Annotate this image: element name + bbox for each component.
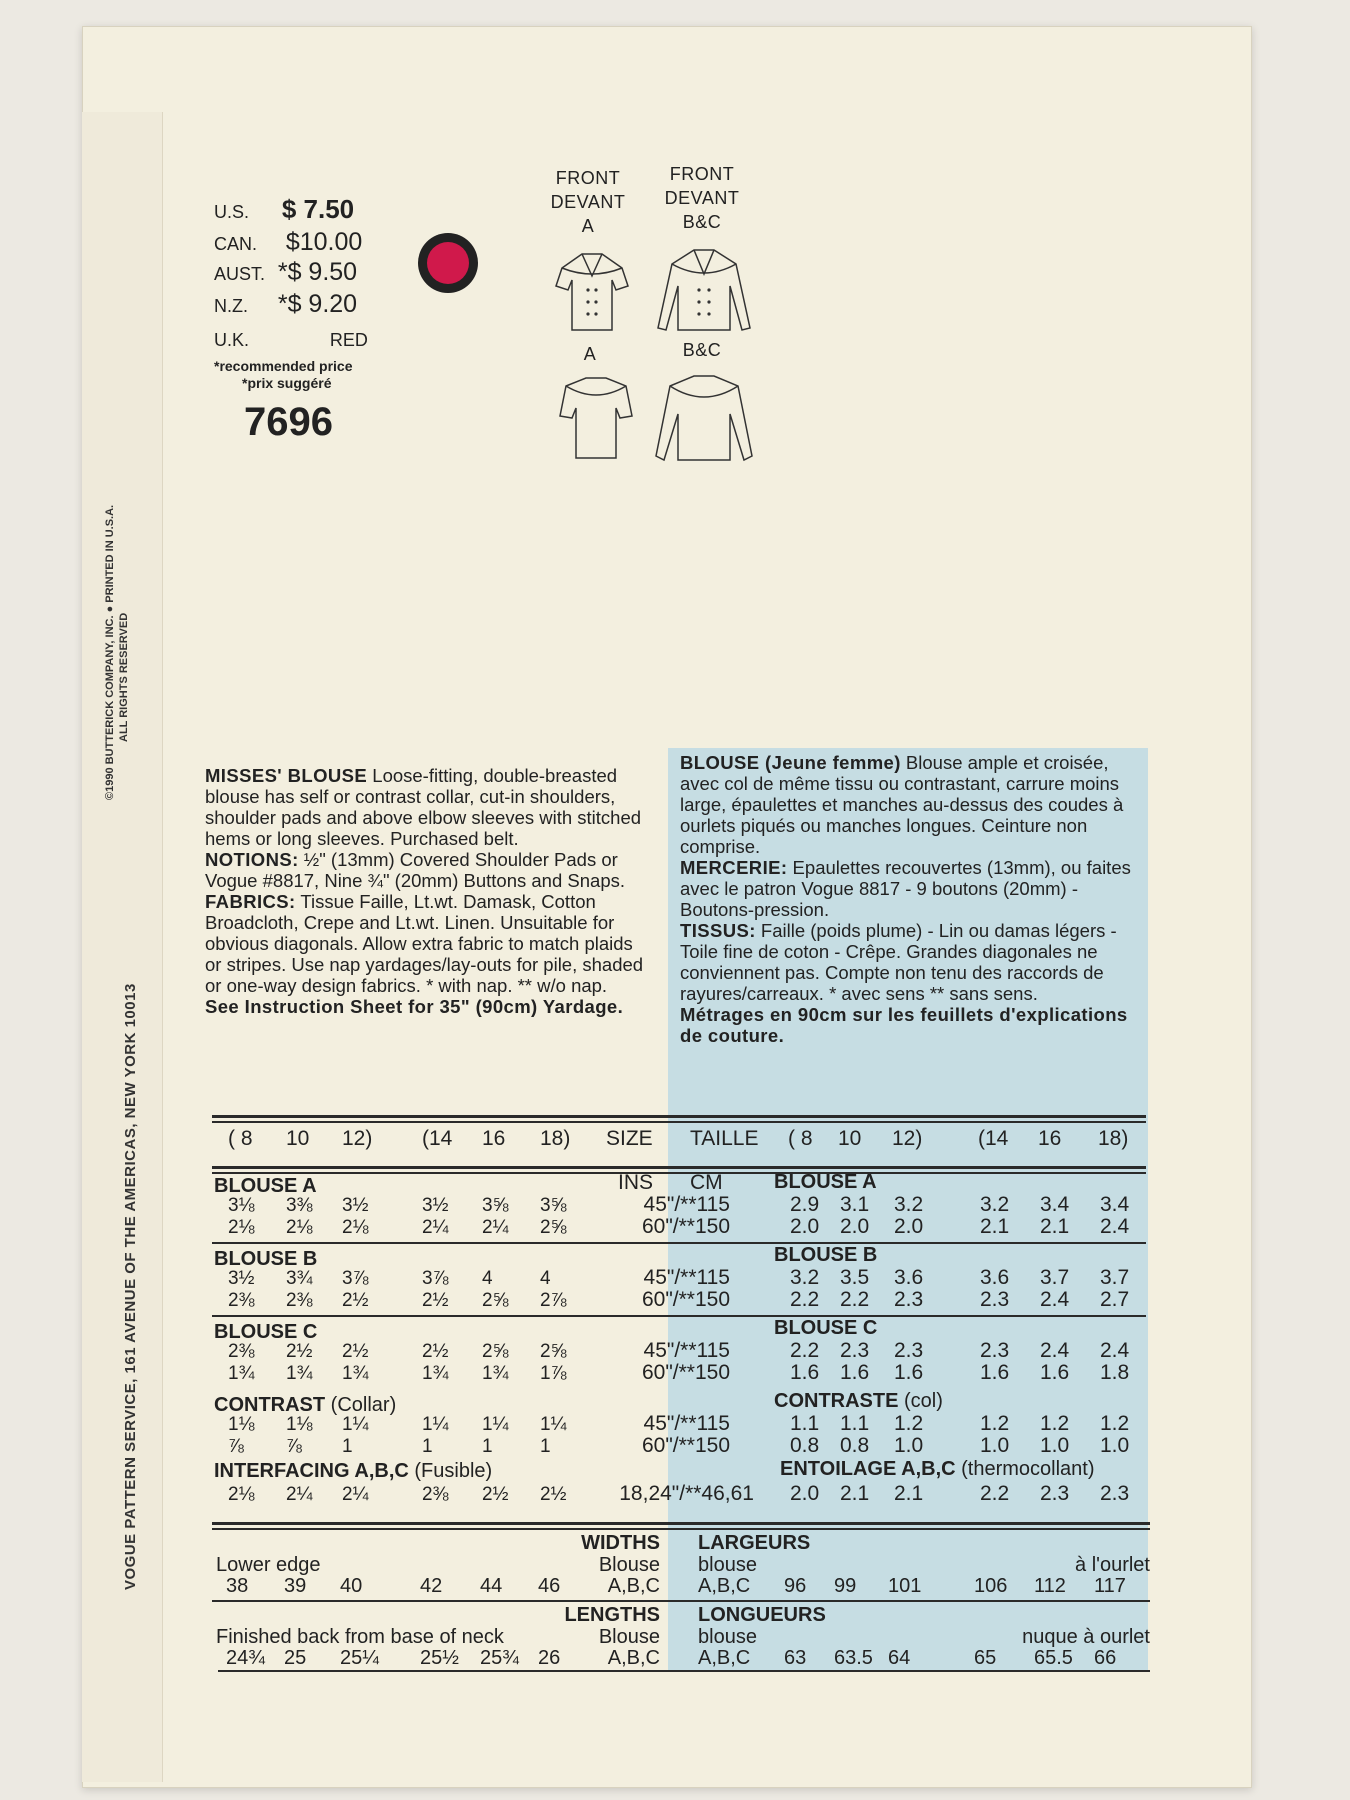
metric-yardage-cell: 1.1: [840, 1412, 870, 1435]
taille-header: TAILLE: [690, 1127, 759, 1150]
metric-yardage-cell: 2.7: [1100, 1288, 1130, 1311]
widths-top-rule: [212, 1522, 1150, 1525]
us-yardage-cell: 1⅛: [286, 1414, 313, 1435]
interfacing-metric-cell: 2.3: [1040, 1482, 1070, 1505]
section-label-fr: BLOUSE A: [774, 1171, 877, 1193]
lengths-metric-cell: 65.5: [1034, 1647, 1073, 1669]
section-label-fr: BLOUSE C: [774, 1317, 878, 1339]
us-yardage-cell: 1¼: [540, 1414, 567, 1435]
fabric-width-cell: 45"/**115: [643, 1412, 730, 1435]
us-yardage-cell: ⅞: [286, 1436, 302, 1457]
back-view-bc-label: B&C: [682, 340, 722, 360]
us-yardage-cell: 2⅛: [342, 1217, 369, 1238]
section-label-en: BLOUSE B: [214, 1248, 318, 1270]
tissus-label: TISSUS:: [680, 920, 756, 941]
fabric-width-cell: 45"/**115: [643, 1193, 730, 1216]
lengths-us-cell: 25¾: [480, 1647, 519, 1669]
copyright-line: ©1990 BUTTERICK COMPANY, INC. ● PRINTED IN U.S.A.: [104, 504, 116, 800]
size-header: SIZE: [606, 1127, 653, 1150]
metric-yardage-cell: 0.8: [790, 1434, 820, 1457]
view-bc-letters: B&C: [682, 212, 722, 232]
us-size-header: (14: [422, 1127, 453, 1150]
cm-header: CM: [690, 1171, 723, 1194]
metric-yardage-cell: 2.9: [790, 1193, 820, 1216]
ins-header: INS: [618, 1171, 654, 1194]
metric-yardage-cell: 2.2: [790, 1288, 820, 1311]
price-can-value: $10.00: [285, 228, 363, 256]
us-yardage-cell: 1: [422, 1436, 433, 1457]
interfacing-metric-cell: 2.1: [840, 1482, 870, 1505]
table-top-rule: [212, 1115, 1146, 1118]
metric-size-header: (14: [978, 1127, 1009, 1150]
metric-yardage-cell: 3.1: [840, 1193, 870, 1216]
lengths-us-cell: 25: [284, 1647, 307, 1669]
fabrics-label: FABRICS:: [205, 891, 296, 912]
section-label-en: BLOUSE A: [214, 1175, 317, 1197]
metric-yardage-cell: 2.4: [1040, 1339, 1070, 1362]
lengths-label-en: Finished back from base of neck: [216, 1626, 504, 1648]
us-yardage-cell: 3⅝: [540, 1195, 567, 1216]
price-uk-label: U.K.: [214, 330, 250, 350]
metric-yardage-cell: 1.0: [894, 1434, 924, 1457]
us-yardage-cell: 2½: [286, 1341, 313, 1362]
us-size-header: 10: [286, 1127, 310, 1150]
metric-yardage-cell: 3.6: [894, 1266, 924, 1289]
section-rule: [212, 1315, 1146, 1317]
lengths-rule: [212, 1600, 1150, 1602]
fabrics-text: Tissue Faille, Lt.wt. Damask, Cotton Broadcloth, Crepe and Lt.wt. Linen. Unsuitable for obvious diagonals. Allow extra fabric to match plaids or stripes. Use nap yardages/lay-outs for pile, shaded or one-way design fabrics. * with nap. ** w/o nap.: [205, 891, 644, 996]
metric-yardage-cell: 2.4: [1040, 1288, 1070, 1311]
header-bottom-rule-thin: [212, 1172, 1146, 1174]
section-label-en: CONTRAST (Collar): [214, 1394, 397, 1416]
us-yardage-cell: 2⅝: [482, 1341, 509, 1362]
us-size-header: 12): [342, 1127, 373, 1150]
metric-yardage-cell: 2.3: [840, 1339, 870, 1362]
tissus-text: Faille (poids plume) - Lin ou damas légers - Toile fine de coton - Crêpe. Grandes diagonales ne conviennent pas. Compte non tenu des raccords de rayures/carreaux. * avec sens ** sans sens.: [680, 920, 1117, 1004]
us-yardage-cell: 3⅞: [342, 1268, 369, 1289]
interfacing-metric-cell: 2.2: [980, 1482, 1010, 1505]
metric-yardage-cell: 1.0: [980, 1434, 1010, 1457]
front-bc-word: FRONT: [669, 164, 735, 184]
interfacing-us-cell: 2⅛: [228, 1484, 255, 1505]
metric-yardage-cell: 1.0: [1040, 1434, 1070, 1457]
us-yardage-cell: 2⅜: [228, 1290, 255, 1311]
us-yardage-cell: 1¾: [422, 1363, 449, 1384]
widths-top-rule-thin: [212, 1528, 1150, 1530]
widths-metric-cell: 117: [1094, 1575, 1126, 1597]
metric-yardage-cell: 1.8: [1100, 1361, 1130, 1384]
us-yardage-cell: 1¾: [482, 1363, 509, 1384]
metric-yardage-cell: 3.2: [980, 1193, 1010, 1216]
us-yardage-cell: 1: [482, 1436, 493, 1457]
lengths-head-en: LENGTHS: [564, 1604, 660, 1626]
metric-yardage-cell: 2.2: [840, 1288, 870, 1311]
widths-blouse-en: Blouse: [598, 1554, 660, 1576]
fabric-width-cell: 60"/**150: [641, 1215, 730, 1238]
widths-us-cell: 40: [340, 1575, 363, 1597]
widths-us-cell: 46: [538, 1575, 561, 1597]
widths-abc-fr: A,B,C: [698, 1575, 751, 1597]
interfacing-width-cell: 18,24"/**46,61: [619, 1482, 754, 1505]
us-yardage-cell: 1: [342, 1436, 353, 1457]
us-yardage-cell: 2½: [422, 1290, 449, 1311]
metric-yardage-cell: 3.7: [1100, 1266, 1130, 1289]
widths-label-fr: à l'ourlet: [1075, 1554, 1150, 1576]
interfacing-us-cell: 2½: [482, 1484, 509, 1505]
pattern-number: 7696: [244, 400, 333, 444]
metric-yardage-cell: 2.0: [840, 1215, 870, 1238]
us-yardage-cell: 3⅞: [422, 1268, 449, 1289]
price-aust-value: *$ 9.50: [277, 258, 358, 286]
section-rule: [212, 1242, 1146, 1244]
widths-metric-cell: 99: [834, 1575, 857, 1597]
interfacing-us-cell: 2⅜: [422, 1484, 449, 1505]
interfacing-label-fr: ENTOILAGE A,B,C (thermocollant): [780, 1458, 1095, 1480]
metric-yardage-cell: 3.5: [840, 1266, 870, 1289]
section-label-fr: CONTRASTE (col): [774, 1390, 943, 1412]
section-label-fr: BLOUSE B: [774, 1244, 878, 1266]
lengths-metric-cell: 63.5: [834, 1647, 873, 1669]
header-bottom-rule: [212, 1166, 1146, 1169]
lengths-metric-cell: 65: [974, 1647, 997, 1669]
metric-yardage-cell: 1.6: [790, 1361, 820, 1384]
instruction-note: See Instruction Sheet for 35" (90cm) Yardage.: [205, 996, 624, 1017]
us-yardage-cell: 2⅝: [540, 1341, 567, 1362]
us-yardage-cell: 1¾: [228, 1363, 255, 1384]
lengths-blouse-en: Blouse: [598, 1626, 660, 1648]
widths-us-cell: 39: [284, 1575, 307, 1597]
us-yardage-cell: 1⅞: [540, 1363, 567, 1384]
devant-bc-word: DEVANT: [664, 188, 740, 208]
us-yardage-cell: 4: [482, 1268, 493, 1289]
front-a-word: FRONT: [555, 168, 621, 188]
rights-line: ALL RIGHTS RESERVED: [118, 612, 130, 742]
us-yardage-cell: 2⅜: [286, 1290, 313, 1311]
interfacing-us-cell: 2¼: [342, 1484, 369, 1505]
notions-label: NOTIONS:: [205, 849, 299, 870]
metric-yardage-cell: 3.2: [790, 1266, 820, 1289]
us-yardage-cell: 1¾: [342, 1363, 369, 1384]
interfacing-metric-cell: 2.0: [790, 1482, 820, 1505]
us-yardage-cell: 2⅜: [228, 1341, 255, 1362]
view-a-letter: A: [581, 216, 595, 236]
metric-yardage-cell: 2.3: [980, 1288, 1010, 1311]
recommended-note: *recommended price: [214, 358, 353, 374]
widths-blouse-fr: blouse: [698, 1554, 757, 1576]
metric-yardage-cell: 2.3: [894, 1339, 924, 1362]
us-yardage-cell: 3⅜: [286, 1195, 313, 1216]
price-nz-label: N.Z.: [214, 296, 248, 316]
us-yardage-cell: 3⅛: [228, 1195, 255, 1216]
lengths-abc-en: A,B,C: [607, 1647, 660, 1669]
lengths-us-cell: 24¾: [226, 1647, 265, 1669]
us-yardage-cell: 3½: [228, 1268, 255, 1289]
widths-head-fr: LARGEURS: [698, 1532, 811, 1554]
metric-yardage-cell: 3.4: [1100, 1193, 1130, 1216]
lengths-blouse-fr: blouse: [698, 1626, 757, 1648]
notions-text: ½" (13mm) Covered Shoulder Pads or Vogue #8817, Nine ¾" (20mm) Buttons and Snaps.: [205, 849, 625, 891]
us-yardage-cell: 2¼: [482, 1217, 509, 1238]
metric-yardage-cell: 1.0: [1100, 1434, 1130, 1457]
back-view-a-label: A: [583, 344, 597, 364]
metric-size-header: 16: [1038, 1127, 1062, 1150]
lengths-us-cell: 25¼: [340, 1647, 379, 1669]
interfacing-us-cell: 2½: [540, 1484, 567, 1505]
devant-a-word: DEVANT: [550, 192, 626, 212]
metric-size-header: ( 8: [788, 1127, 813, 1150]
table-top-rule-thin: [212, 1121, 1146, 1123]
widths-metric-cell: 106: [974, 1575, 1008, 1597]
metric-yardage-cell: 1.6: [1040, 1361, 1070, 1384]
us-yardage-cell: 2⅛: [228, 1217, 255, 1238]
metric-yardage-cell: 2.0: [790, 1215, 820, 1238]
french-desc: Blouse ample et croisée, avec col de même tissu ou contrastant, carrure moins large, épaulettes et manches au-dessus des coudes à ourlets piqués ou manches longues. Ceinture non comprise.: [680, 752, 1124, 857]
us-yardage-cell: 1: [540, 1436, 551, 1457]
fabric-width-cell: 60"/**150: [641, 1434, 730, 1457]
metric-yardage-cell: 1.6: [980, 1361, 1010, 1384]
metric-yardage-cell: 3.7: [1040, 1266, 1070, 1289]
us-yardage-cell: 3¾: [286, 1268, 313, 1289]
interfacing-metric-cell: 2.3: [1100, 1482, 1130, 1505]
fabric-width-cell: 60"/**150: [641, 1288, 730, 1311]
us-yardage-cell: 1¼: [482, 1414, 509, 1435]
price-uk-value: RED: [329, 330, 368, 350]
metric-yardage-cell: 2.3: [894, 1288, 924, 1311]
us-yardage-cell: 1⅛: [228, 1414, 255, 1435]
us-yardage-cell: 3½: [422, 1195, 449, 1216]
metric-yardage-cell: 1.2: [894, 1412, 924, 1435]
widths-label-en: Lower edge: [216, 1554, 321, 1576]
metric-yardage-cell: 2.4: [1100, 1215, 1130, 1238]
us-size-header: 16: [482, 1127, 506, 1150]
metric-size-header: 12): [892, 1127, 923, 1150]
price-us-value: $ 7.50: [281, 194, 355, 224]
lengths-metric-cell: 66: [1094, 1647, 1117, 1669]
widths-abc-en: A,B,C: [607, 1575, 660, 1597]
us-yardage-cell: 2⅞: [540, 1290, 567, 1311]
widths-metric-cell: 101: [888, 1575, 922, 1597]
metric-yardage-cell: 1.2: [980, 1412, 1010, 1435]
mercerie-label: MERCERIE:: [680, 857, 788, 878]
metric-yardage-cell: 1.2: [1100, 1412, 1130, 1435]
metric-yardage-cell: 2.4: [1100, 1339, 1130, 1362]
us-yardage-cell: 2⅛: [286, 1217, 313, 1238]
price-us-label: U.S.: [214, 202, 250, 222]
us-yardage-cell: ⅞: [228, 1436, 244, 1457]
price-aust-label: AUST.: [214, 264, 266, 284]
widths-us-cell: 38: [226, 1575, 249, 1597]
fabric-width-cell: 45"/**115: [643, 1339, 730, 1362]
metric-yardage-cell: 3.2: [894, 1193, 924, 1216]
metric-yardage-cell: 2.0: [894, 1215, 924, 1238]
lengths-metric-cell: 64: [888, 1647, 911, 1669]
metric-yardage-cell: 3.6: [980, 1266, 1010, 1289]
us-yardage-cell: 2½: [342, 1341, 369, 1362]
metric-yardage-cell: 2.2: [790, 1339, 820, 1362]
us-size-header: 18): [540, 1127, 571, 1150]
interfacing-metric-cell: 2.1: [894, 1482, 924, 1505]
price-nz-value: *$ 9.20: [277, 290, 358, 318]
interfacing-label-en: INTERFACING A,B,C (Fusible): [214, 1460, 493, 1482]
section-label-en: BLOUSE C: [214, 1321, 318, 1343]
us-yardage-cell: 2½: [422, 1341, 449, 1362]
lengths-metric-cell: 63: [784, 1647, 807, 1669]
french-title: BLOUSE (Jeune femme): [680, 752, 901, 773]
metric-size-header: 18): [1098, 1127, 1129, 1150]
metric-yardage-cell: 0.8: [840, 1434, 870, 1457]
us-yardage-cell: 1¼: [422, 1414, 449, 1435]
us-yardage-cell: 3⅝: [482, 1195, 509, 1216]
metric-yardage-cell: 1.1: [790, 1412, 820, 1435]
us-size-header: ( 8: [228, 1127, 253, 1150]
english-title: MISSES' BLOUSE: [205, 765, 368, 786]
table-bottom-rule: [218, 1670, 1150, 1672]
metric-yardage-cell: 2.1: [1040, 1215, 1070, 1238]
lengths-label-fr: nuque à ourlet: [1022, 1626, 1150, 1648]
widths-us-cell: 42: [420, 1575, 443, 1597]
metric-yardage-cell: 2.1: [980, 1215, 1010, 1238]
us-yardage-cell: 2⅝: [540, 1217, 567, 1238]
metric-yardage-cell: 1.6: [894, 1361, 924, 1384]
us-yardage-cell: 2½: [342, 1290, 369, 1311]
us-yardage-cell: 1¼: [342, 1414, 369, 1435]
metric-yardage-cell: 1.6: [840, 1361, 870, 1384]
widths-metric-cell: 112: [1034, 1575, 1066, 1597]
interfacing-us-cell: 2¼: [286, 1484, 313, 1505]
widths-metric-cell: 96: [784, 1575, 807, 1597]
us-yardage-cell: 1¾: [286, 1363, 313, 1384]
metric-yardage-cell: 2.3: [980, 1339, 1010, 1362]
lengths-us-cell: 25½: [420, 1647, 459, 1669]
metric-yardage-cell: 1.2: [1040, 1412, 1070, 1435]
mercerie-text: Epaulettes recouvertes (13mm), ou faites avec le patron Vogue 8817 - 9 boutons (20mm) - Boutons-pression.: [680, 857, 1131, 920]
publisher-address: VOGUE PATTERN SERVICE, 161 AVENUE OF THE AMERICAS, NEW YORK 10013: [122, 983, 139, 1590]
metric-yardage-cell: 3.4: [1040, 1193, 1070, 1216]
widths-head-en: WIDTHS: [581, 1532, 660, 1554]
prix-note: *prix suggéré: [242, 375, 332, 391]
metrages-note: Métrages en 90cm sur les feuillets d'explications de couture.: [680, 1004, 1128, 1046]
us-yardage-cell: 2¼: [422, 1217, 449, 1238]
metric-size-header: 10: [838, 1127, 862, 1150]
fabric-width-cell: 60"/**150: [641, 1361, 730, 1384]
english-desc: Loose-fitting, double-breasted blouse has self or contrast collar, cut-in shoulders, shoulder pads and above elbow sleeves with stitched hems or long sleeves. Purchased belt.: [205, 765, 642, 849]
us-yardage-cell: 4: [540, 1268, 551, 1289]
fabric-width-cell: 45"/**115: [643, 1266, 730, 1289]
lengths-us-cell: 26: [538, 1647, 561, 1669]
lengths-head-fr: LONGUEURS: [698, 1604, 826, 1626]
lengths-abc-fr: A,B,C: [698, 1647, 751, 1669]
price-can-label: CAN.: [214, 234, 258, 254]
us-yardage-cell: 3½: [342, 1195, 369, 1216]
us-yardage-cell: 2⅝: [482, 1290, 509, 1311]
widths-us-cell: 44: [480, 1575, 503, 1597]
